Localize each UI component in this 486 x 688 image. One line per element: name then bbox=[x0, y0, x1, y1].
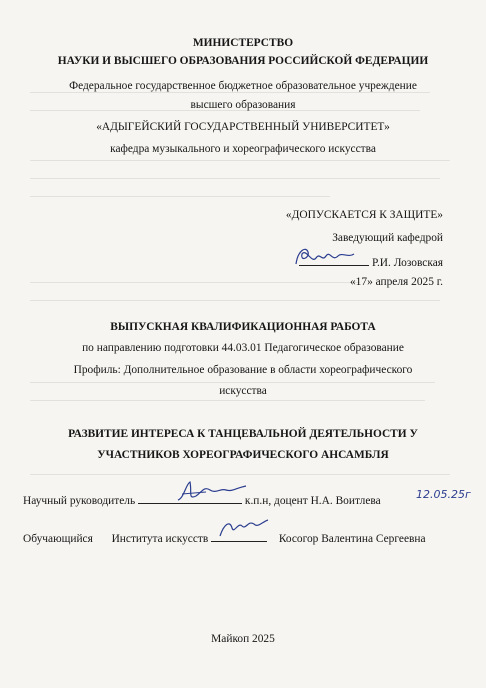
head-signature-mark bbox=[292, 244, 356, 270]
supervisor-label: Научный руководитель bbox=[23, 495, 136, 507]
bleed-through-line bbox=[30, 160, 450, 161]
head-of-department-title: Заведующий кафедрой bbox=[332, 232, 443, 244]
head-of-department-name: Р.И. Лозовская bbox=[372, 257, 443, 269]
bleed-through-line bbox=[30, 400, 425, 401]
student-institute: Института искусств bbox=[111, 533, 209, 545]
ministry-line-2: НАУКИ И ВЫСШЕГО ОБРАЗОВАНИЯ РОССИЙСКОЙ ФЕДЕРАЦИИ bbox=[57, 55, 429, 67]
admit-to-defense: «ДОПУСКАЕТСЯ К ЗАЩИТЕ» bbox=[285, 209, 443, 221]
bleed-through-line bbox=[30, 382, 435, 383]
supervisor-details: к.п.н, доцент Н.А. Воитлева bbox=[244, 495, 381, 507]
profile-line-1: Профиль: Дополнительное образование в области хореографического bbox=[73, 364, 413, 376]
city-year: Майкоп 2025 bbox=[211, 633, 275, 645]
bleed-through-line bbox=[30, 474, 450, 475]
education-level-line: высшего образования bbox=[190, 99, 296, 111]
work-type: ВЫПУСКНАЯ КВАЛИФИКАЦИОННАЯ РАБОТА bbox=[110, 321, 376, 333]
supervisor-signature-mark bbox=[176, 478, 248, 506]
bleed-through-line bbox=[30, 282, 360, 283]
bleed-through-line bbox=[30, 178, 440, 179]
student-name: Косогор Валентина Сергеевна bbox=[278, 533, 426, 545]
student-signature-mark bbox=[218, 516, 270, 542]
ministry-line-1: МИНИСТЕРСТВО bbox=[192, 37, 294, 49]
approval-date: «17» апреля 2025 г. bbox=[349, 276, 443, 288]
university-name: «АДЫГЕЙСКИЙ ГОСУДАРСТВЕННЫЙ УНИВЕРСИТЕТ» bbox=[96, 121, 390, 133]
department-name: кафедра музыкального и хореографического искусства bbox=[110, 143, 376, 155]
student-label: Обучающийся bbox=[23, 533, 93, 545]
bleed-through-line bbox=[30, 196, 330, 197]
supervisor-handwritten-date: 12.05.25г bbox=[416, 488, 471, 501]
study-direction: по направлению подготовки 44.03.01 Педагогическое образование bbox=[82, 342, 404, 354]
thesis-title-line-1: РАЗВИТИЕ ИНТЕРЕСА К ТАНЦЕВАЛЬНОЙ ДЕЯТЕЛЬНОСТИ У bbox=[68, 428, 418, 440]
thesis-title-line-2: УЧАСТНИКОВ ХОРЕОГРАФИЧЕСКОГО АНСАМБЛЯ bbox=[97, 449, 389, 461]
institution-type-line: Федеральное государственное бюджетное образовательное учреждение bbox=[69, 80, 417, 92]
profile-line-2: искусства bbox=[219, 385, 267, 397]
bleed-through-line bbox=[30, 300, 440, 301]
